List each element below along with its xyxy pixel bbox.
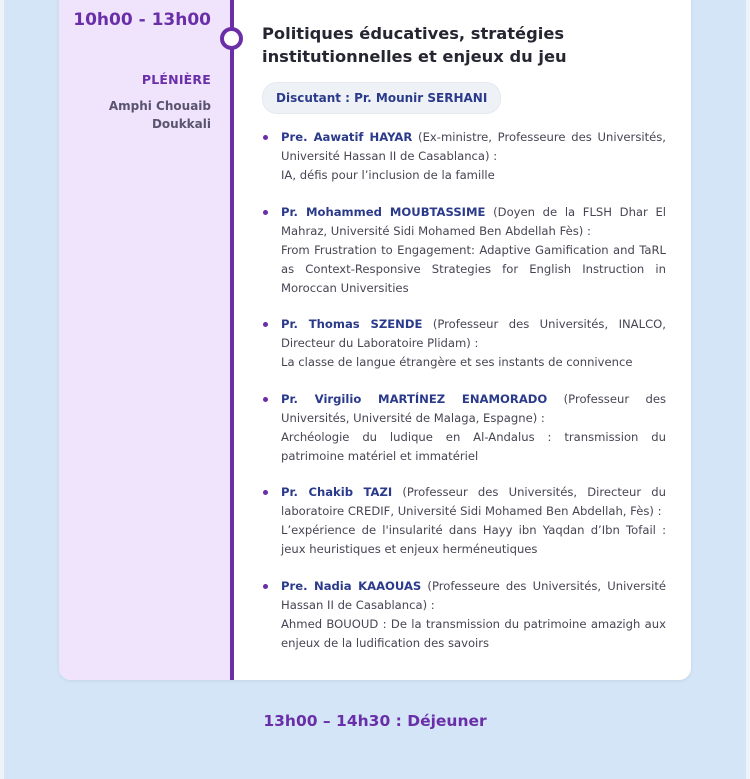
speaker-name: Pre. Nadia KAAOUAS (281, 578, 422, 593)
speaker-topic: Ahmed BOUOUD : De la transmission du patrimoine amazigh aux enjeux de la ludification des savoirs (281, 616, 666, 650)
speaker-topic: La classe de langue étrangère et ses instants de connivence (281, 355, 633, 369)
timeline-dot-icon (220, 27, 243, 50)
session-content (262, 0, 666, 670)
speaker-name: Pr. Virgilio MARTÍNEZ ENAMORADO (281, 391, 548, 406)
speaker-list (262, 128, 666, 653)
bullet-icon (263, 584, 268, 589)
speaker-affiliation: (Professeure des Universités, Université Hassan II de Casablanca) : (281, 578, 666, 612)
speaker-affiliation: (Professeur des Universités, Directeur du laboratoire CREDIF, Université Sidi Mohamed Ben Abdellah, Fès) : (281, 485, 666, 518)
session-type: PLÉNIÈRE (141, 72, 211, 87)
speaker-affiliation: (Doyen de la FLSH Dhar El Mahraz, Université Sidi Mohamed Ben Abdellah Fès) : (281, 204, 667, 238)
session-time: 10h00 - 13h00 (73, 10, 211, 30)
speaker-item (262, 315, 666, 372)
bullet-icon (263, 397, 268, 402)
session-card (59, 0, 691, 680)
lunch-break: 13h00 – 14h30 : Déjeuner (263, 712, 487, 730)
session-side-panel (59, 0, 231, 680)
bullet-icon (263, 490, 268, 495)
speaker-item (262, 577, 666, 653)
timeline-line (230, 0, 234, 680)
bullet-icon (263, 322, 268, 327)
speaker-name: Pr. Chakib TAZI (281, 485, 393, 499)
speaker-affiliation: (Professeur des Universités, INALCO, Directeur du Laboratoire Plidam) : (281, 317, 666, 350)
speaker-affiliation: (Ex-ministre, Professeure des Universités, Université Hassan II de Casablanca) : (281, 130, 666, 163)
speaker-item (262, 483, 666, 559)
page-edge-right (746, 0, 750, 779)
speaker-item (262, 203, 666, 298)
speaker-item (262, 128, 666, 185)
bullet-icon (263, 210, 268, 215)
session-title: Politiques éducatives, stratégies institutionnelles et enjeux du jeu (262, 24, 567, 66)
bullet-icon (263, 135, 268, 140)
speaker-topic: L’expérience de l'insularité dans Hayy ibn Yaqdan d’Ibn Tofail : jeux heuristiques et enjeux herméneutiques (281, 523, 666, 556)
speaker-affiliation: (Professeur des Universités, Université de Malaga, Espagne) : (281, 391, 666, 425)
session-room: Amphi Chouaib Doukkali (108, 99, 211, 131)
speaker-name: Pr. Mohammed MOUBTASSIME (281, 204, 486, 219)
speaker-topic: From Frustration to Engagement: Adaptive Gamification and TaRL as Context-Responsive Strategies for English Instruction in Moroccan Universities (281, 242, 666, 295)
page-edge-left (0, 0, 4, 779)
speaker-name: Pr. Thomas SZENDE (281, 317, 423, 331)
speaker-topic: Archéologie du ludique en Al-Andalus : transmission du patrimoine matériel et immatériel (281, 429, 666, 463)
speaker-topic: IA, défis pour l’inclusion de la famille (281, 168, 495, 182)
discutant-badge: Discutant : Pr. Mounir SERHANI (262, 82, 501, 114)
speaker-name: Pre. Aawatif HAYAR (281, 130, 413, 144)
speaker-item (262, 390, 666, 466)
